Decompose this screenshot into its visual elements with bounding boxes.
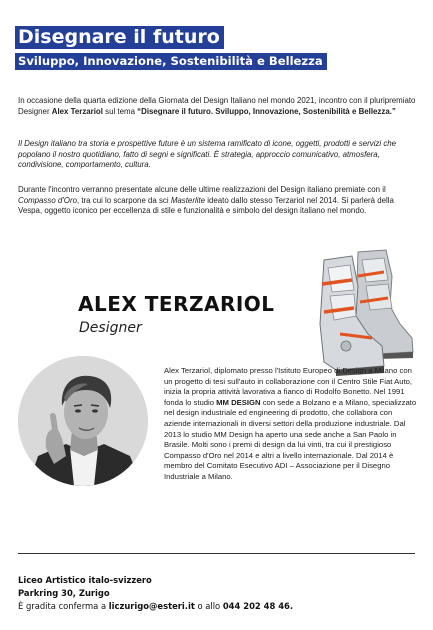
event-text-2: , tra cui lo scarpone da sci: [76, 195, 171, 205]
description-paragraph: Il Design italiano tra storia e prospettive future è un sistema ramificato di icone, oggetti, prodotti e servizi che popolano il nostro quotidiano, fatto di segni e significati. È strategia, approccio comunicativo, atmosfera, condivisione, comportamento, cultura.: [18, 139, 397, 169]
venue-address: Parkring 30, Zurigo: [18, 588, 110, 598]
compasso-award: Compasso d'Oro: [18, 195, 77, 205]
portrait-photo-icon: [18, 356, 148, 486]
intro-text-2: sul tema: [102, 106, 138, 116]
studio-name: MM DESIGN: [216, 397, 261, 407]
intro-text: In occasione della quarta edizione della Giornata del Design Italiano nel mondo 2021, incontro con il pluripremiato Designer: [18, 96, 416, 116]
intro-paragraph: [18, 96, 418, 117]
rsvp-text-2: o allo: [194, 601, 223, 611]
venue-name: Liceo Artistico italo-svizzero: [18, 575, 152, 585]
page-title: Disegnare il futuro: [15, 26, 224, 49]
designer-name: ALEX TERZARIOL: [78, 292, 275, 316]
masterlite-product: Masterlite: [170, 195, 206, 205]
ski-boot-icon: [296, 246, 418, 384]
footer-divider: [18, 553, 415, 554]
rsvp-line: [18, 600, 418, 613]
event-paragraph: [18, 185, 418, 217]
designer-bio: [164, 366, 417, 483]
event-text-3: ideato dallo stesso Terzariol nel 2014. Si parlerà della Vespa, oggetto iconico per eccellenza di stile e funzionalità e simbolo del design italiano nel mondo.: [18, 195, 394, 215]
page-subtitle: Sviluppo, Innovazione, Sostenibilità e Bellezza: [15, 53, 327, 70]
designer-portrait: [18, 356, 148, 486]
bio-text-2: con sede a Bolzano e a Milano, specializzato nel design industriale ed engineering di prodotto, che collabora con aziende internazionali in diversi settori della produzione industriale. Dal 2013 lo studio MM Design ha aperto una sede anche a San Paolo in Brasile. Molti sono i premi di design da lui vinti, tra cui il prestigioso Compasso d'Oro nel 2014 e altri a livello internazionale. Dal 2014 è membro del Comitato Esecutivo ADI – Associazione per il Disegno Industriale a Milano.: [164, 397, 417, 481]
rsvp-phone[interactable]: 044 202 48 46.: [222, 601, 294, 611]
designer-name-inline: Alex Terzariol: [51, 106, 103, 116]
theme-quote: “Disegnare il futuro. Sviluppo, Innovazione, Sostenibilità e Bellezza.”: [137, 106, 396, 116]
rsvp-text: È gradita conferma a: [18, 601, 109, 611]
footer: [18, 574, 418, 613]
event-text: Durante l'incontro verranno presentate alcune delle ultime realizzazioni del Design italiano premiate con il: [18, 185, 386, 194]
bio-text: Alex Terzariol, diplomato presso l'Istituto Europeo di Design a Milano con un progetto di tesi sull'auto in collaborazione con il Centro Stile Fiat Auto, inizia la propria attività lavorativa a fianco di Rodolfo Bonetto. Nel 1991 fonda lo studio: [164, 366, 413, 407]
rsvp-email-link[interactable]: liczurigo@esteri.it: [108, 601, 195, 611]
designer-role: Designer: [79, 320, 142, 336]
